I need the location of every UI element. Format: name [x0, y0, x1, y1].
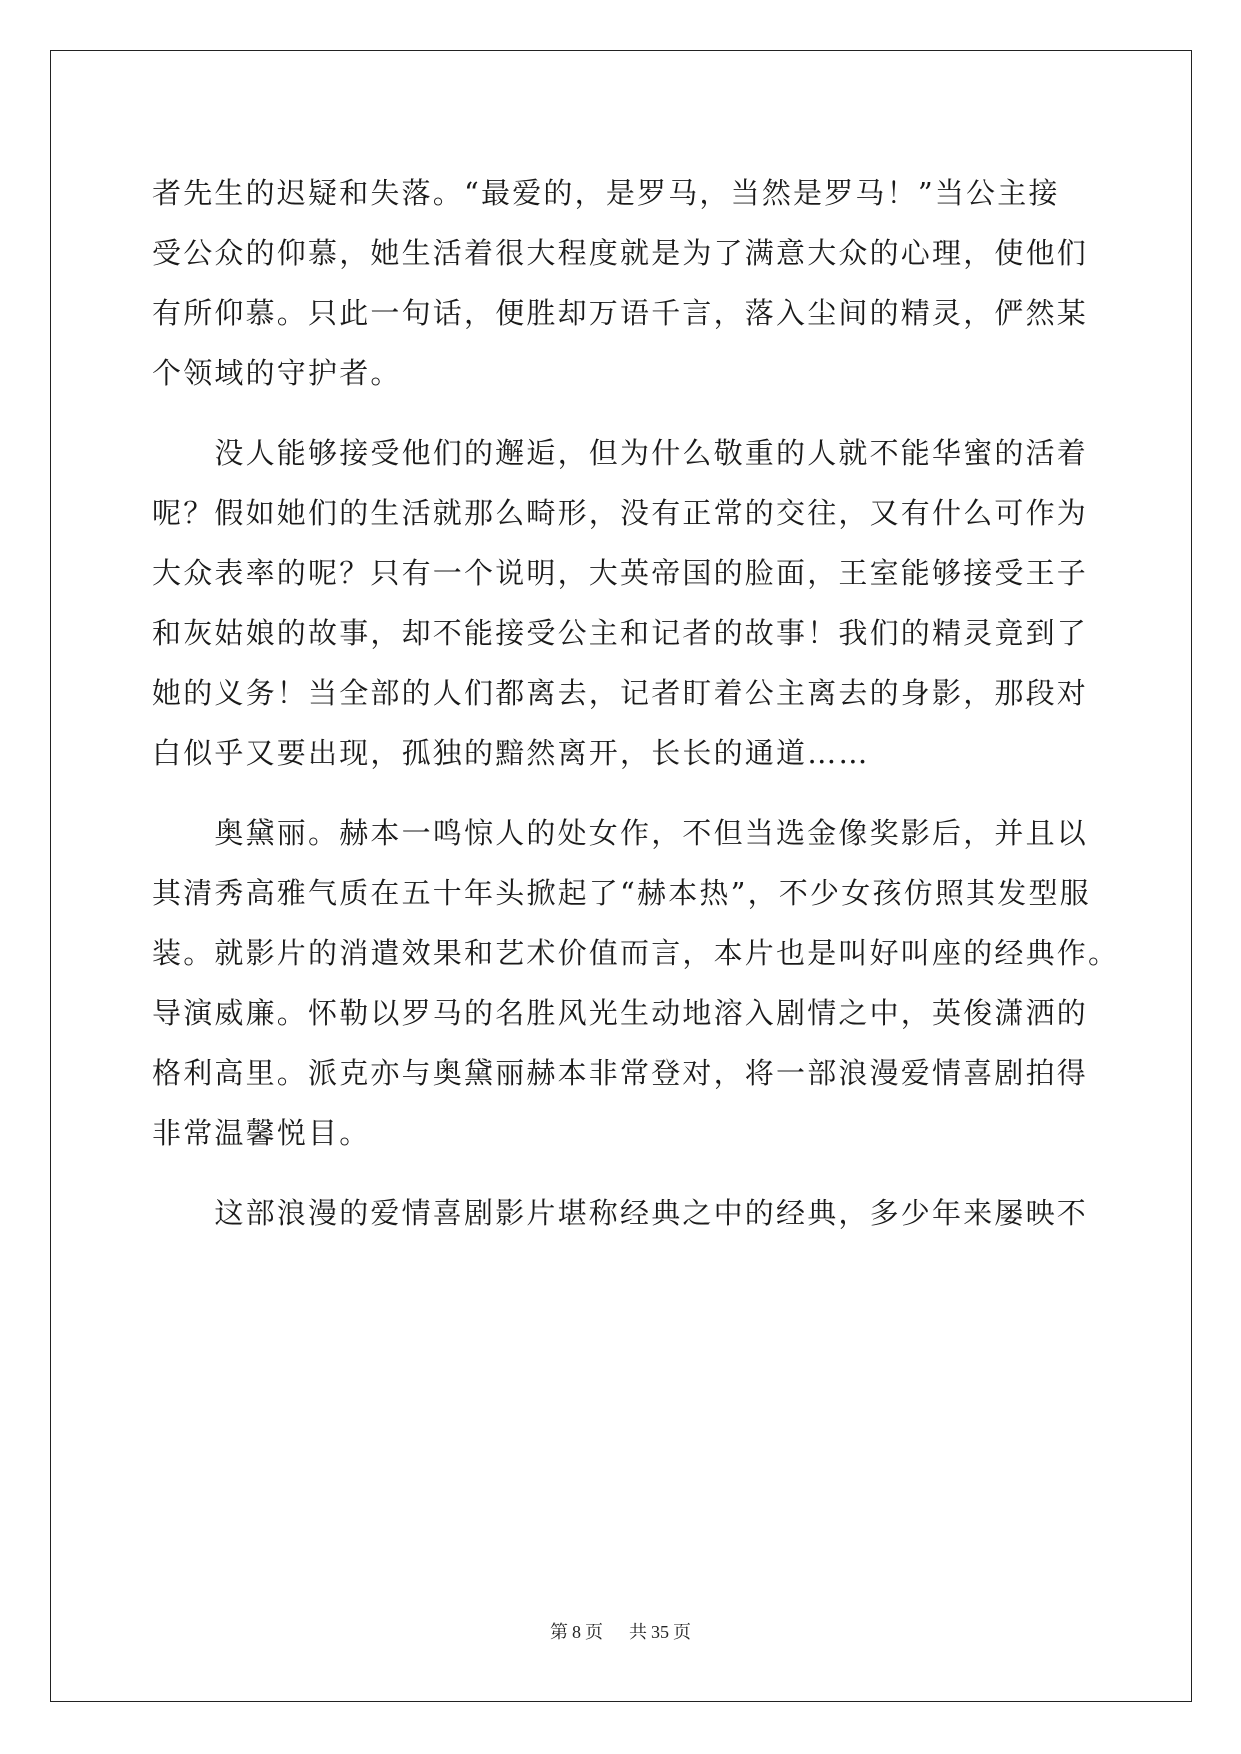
text-line: 非常温馨悦目。 — [152, 1116, 371, 1150]
total-label-suffix: 页 — [673, 1622, 691, 1642]
text-line: 白似乎又要出现，孤独的黯然离开，长长的通道…… — [152, 736, 870, 770]
paragraph — [152, 163, 1092, 403]
text-line: 受公众的仰慕，她生活着很大程度就是为了满意大众的心理，使他们 — [152, 236, 1089, 270]
text-line: 个领域的守护者。 — [152, 356, 402, 390]
total-pages: 35 — [651, 1622, 669, 1642]
document-body — [152, 163, 1120, 1243]
text-line: 这部浪漫的爱情喜剧影片堪称经典之中的经典，多少年来屡映不 — [152, 1196, 1089, 1230]
text-line: 呢？假如她们的生活就那么畸形，没有正常的交往，又有什么可作为 — [152, 496, 1089, 530]
paragraph — [152, 1183, 1092, 1243]
text-line: 和灰姑娘的故事，却不能接受公主和记者的故事！我们的精灵竟到了 — [152, 616, 1089, 650]
paragraph — [152, 803, 1120, 1163]
page-footer — [0, 1618, 1241, 1644]
text-line: 装。就影片的消遣效果和艺术价值而言，本片也是叫好叫座的经典作。 — [152, 936, 1120, 970]
text-line: 其清秀高雅气质在五十年头掀起了“赫本热”，不少女孩仿照其发型服 — [152, 876, 1091, 910]
total-label-prefix: 共 — [629, 1622, 647, 1642]
text-line: 者先生的迟疑和失落。“最爱的，是罗马，当然是罗马！”当公主接 — [152, 176, 1060, 210]
text-line: 有所仰慕。只此一句话，便胜却万语千言，落入尘间的精灵，俨然某 — [152, 296, 1089, 330]
text-line: 她的义务！当全部的人们都离去，记者盯着公主离去的身影，那段对 — [152, 676, 1089, 710]
text-line: 没人能够接受他们的邂逅，但为什么敬重的人就不能华蜜的活着 — [152, 436, 1089, 470]
text-line: 导演威廉。怀勒以罗马的名胜风光生动地溶入剧情之中，英俊潇洒的 — [152, 996, 1089, 1030]
page-label-prefix: 第 — [550, 1622, 568, 1642]
text-line: 奥黛丽。赫本一鸣惊人的处女作，不但当选金像奖影后，并且以 — [152, 816, 1089, 850]
text-line: 大众表率的呢？只有一个说明，大英帝国的脸面，王室能够接受王子 — [152, 556, 1089, 590]
page-label-suffix: 页 — [585, 1622, 603, 1642]
page-number: 8 — [572, 1622, 581, 1642]
paragraph — [152, 423, 1092, 783]
text-line: 格利高里。派克亦与奥黛丽赫本非常登对，将一部浪漫爱情喜剧拍得 — [152, 1056, 1089, 1090]
